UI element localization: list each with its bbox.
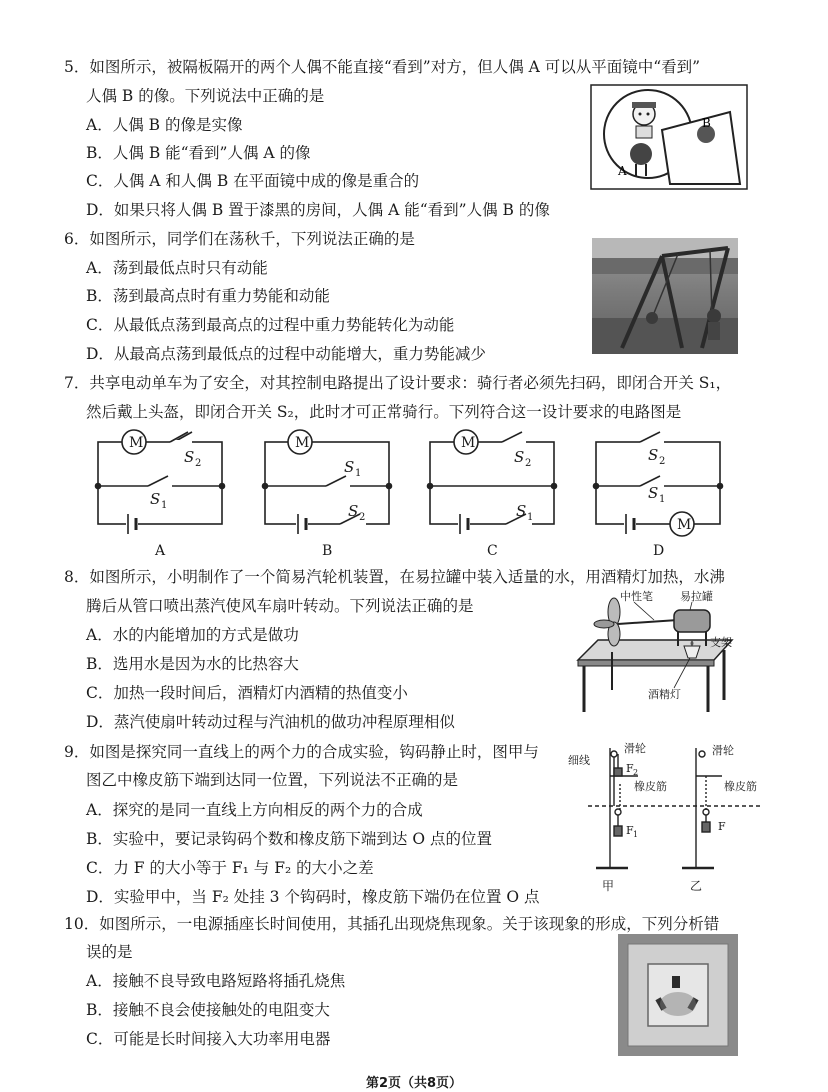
q5-mirror-figure xyxy=(590,84,748,190)
q9-label-jia: 甲 xyxy=(602,879,615,893)
circuit-a-s1-label: S xyxy=(150,490,161,508)
circuit-c-s1-sub: 1 xyxy=(527,512,534,523)
q7-stem-line1: 7．共享电动单车为了安全，对其控制电路提出了设计要求：骑行者必须先扫码，即闭合开关 S₁， xyxy=(64,374,732,392)
q8-stem-line2: 腾后从管口喷出蒸汽使风车扇叶转动。下列说法正确的是 xyxy=(86,597,474,615)
q6-option-c: C．从最低点荡到最高点的过程中重力势能转化为动能 xyxy=(86,316,455,334)
q8-stem-line1: 8．如图所示，小明制作了一个简易汽轮机装置，在易拉罐中装入适量的水，用酒精灯加热，水沸 xyxy=(64,568,725,586)
circuit-b-s1-sub: 1 xyxy=(355,468,362,479)
q5-stem-line2: 人偶 B 的像。下列说法中正确的是 xyxy=(86,87,325,105)
q8-label-can: 易拉罐 xyxy=(680,590,713,603)
q8-option-c: C．加热一段时间后，酒精灯内酒精的热值变小 xyxy=(86,684,408,702)
q10-option-a: A．接触不良导致电路短路将插孔烧焦 xyxy=(86,972,346,990)
circuit-label-c: C xyxy=(487,543,498,559)
q10-stem-line1: 10．如图所示，一电源插座长时间使用，其插孔出现烧焦现象。关于该现象的形成，下列分析错 xyxy=(64,915,720,933)
circuit-b-s1-label: S xyxy=(344,458,355,476)
q10-burnt-socket-photo xyxy=(618,934,738,1056)
circuit-b-s2-sub: 2 xyxy=(359,512,366,523)
q8-option-a: A．水的内能增加的方式是做功 xyxy=(86,626,299,644)
q9-label-string: 细线 xyxy=(568,754,590,767)
circuit-a-motor-label: M xyxy=(129,435,144,451)
q8-steam-turbine-figure xyxy=(574,590,740,714)
circuit-label-b: B xyxy=(322,543,333,559)
q8-option-d: D．蒸汽使扇叶转动过程与汽油机的做功冲程原理相似 xyxy=(86,713,455,731)
circuit-c-s2-label: S xyxy=(514,448,525,466)
q9-label-f1: F xyxy=(626,824,634,837)
q5-option-d: D．如果只将人偶 B 置于漆黑的房间，人偶 A 能“看到”人偶 B 的像 xyxy=(86,201,550,219)
q8-label-pen: 中性笔 xyxy=(620,590,653,603)
circuit-c-s1-label: S xyxy=(516,502,527,520)
q7-stem-line2: 然后戴上头盔，即闭合开关 S₂，此时才可正常骑行。下列符合这一设计要求的电路图是 xyxy=(86,403,682,421)
circuit-b xyxy=(263,430,392,534)
q8-option-b: B．选用水是因为水的比热容大 xyxy=(86,655,299,673)
q9-label-pulley-yi: 滑轮 xyxy=(712,744,734,757)
q5-option-b: B．人偶 B 能“看到”人偶 A 的像 xyxy=(86,144,311,162)
circuit-a xyxy=(96,430,225,534)
circuit-label-a: A xyxy=(155,543,166,559)
circuit-c xyxy=(428,430,557,534)
q7-circuit-diagrams xyxy=(90,424,730,564)
q10-option-b: B．接触不良会使接触处的电阻变大 xyxy=(86,1001,330,1019)
circuit-b-s2-label: S xyxy=(348,502,359,520)
q9-option-a: A．探究的是同一直线上方向相反的两个力的合成 xyxy=(86,801,423,819)
circuit-a-s1-sub: 1 xyxy=(161,500,168,511)
circuit-c-s2-sub: 2 xyxy=(525,458,532,469)
q6-option-a: A．荡到最低点时只有动能 xyxy=(86,259,268,277)
q9-option-b: B．实验中，要记录钩码个数和橡皮筋下端到达 O 点的位置 xyxy=(86,830,492,848)
circuit-d-s1-label: S xyxy=(648,484,659,502)
q9-label-yi: 乙 xyxy=(690,879,703,893)
circuit-b-motor-label: M xyxy=(295,435,310,451)
q10-option-c: C．可能是长时间接入大功率用电器 xyxy=(86,1030,331,1048)
q9-label-pulley-jia: 滑轮 xyxy=(624,742,646,755)
page-footer: 第2页（共8页） xyxy=(365,1076,463,1091)
q6-swing-photo xyxy=(592,238,738,354)
circuit-a-s2-sub: 2 xyxy=(195,458,202,469)
circuit-d-s2-label: S xyxy=(648,446,659,464)
q9-stem-line1: 9．如图是探究同一直线上的两个力的合成实验，钩码静止时，图甲与 xyxy=(64,743,539,761)
q9-stem-line2: 图乙中橡皮筋下端到达同一位置，下列说法不正确的是 xyxy=(86,771,459,789)
q6-option-d: D．从最高点荡到最低点的过程中动能增大，重力势能减少 xyxy=(86,345,486,363)
q9-option-d: D．实验甲中，当 F₂ 处挂 3 个钩码时，橡皮筋下端仍在位置 O 点 xyxy=(86,888,540,906)
circuit-a-s2-label: S xyxy=(184,448,195,466)
q5-option-c: C．人偶 A 和人偶 B 在平面镜中成的像是重合的 xyxy=(86,172,420,190)
q5-fig-label-a: A xyxy=(618,164,627,178)
q9-force-figure xyxy=(566,740,766,900)
q10-stem-line2: 误的是 xyxy=(86,943,133,961)
q9-label-band-yi: 橡皮筋 xyxy=(724,780,757,793)
q9-label-f1-sub: 1 xyxy=(633,830,639,839)
q6-stem: 6．如图所示，同学们在荡秋千，下列说法正确的是 xyxy=(64,230,415,248)
circuit-d-s2-sub: 2 xyxy=(659,456,666,467)
circuit-c-motor-label: M xyxy=(461,435,476,451)
q5-option-a: A．人偶 B 的像是实像 xyxy=(86,116,243,134)
q9-label-band-jia: 橡皮筋 xyxy=(634,780,667,793)
q5-fig-label-b: B xyxy=(702,116,711,130)
circuit-label-d: D xyxy=(653,543,665,559)
q6-option-b: B．荡到最高点时有重力势能和动能 xyxy=(86,287,330,305)
q9-option-c: C．力 F 的大小等于 F₁ 与 F₂ 的大小之差 xyxy=(86,859,374,877)
q9-label-f2: F xyxy=(626,762,634,775)
q9-label-f2-sub: 2 xyxy=(633,768,639,777)
q8-label-lamp: 酒精灯 xyxy=(648,688,681,701)
q9-label-f: F xyxy=(718,820,726,833)
circuit-d-motor-label: M xyxy=(677,517,692,533)
q8-label-stand: 支架 xyxy=(710,636,732,649)
q5-stem-line1: 5．如图所示，被隔板隔开的两个人偶不能直接“看到”对方，但人偶 A 可以从平面镜中“看到” xyxy=(64,58,701,76)
circuit-d-s1-sub: 1 xyxy=(659,494,666,505)
